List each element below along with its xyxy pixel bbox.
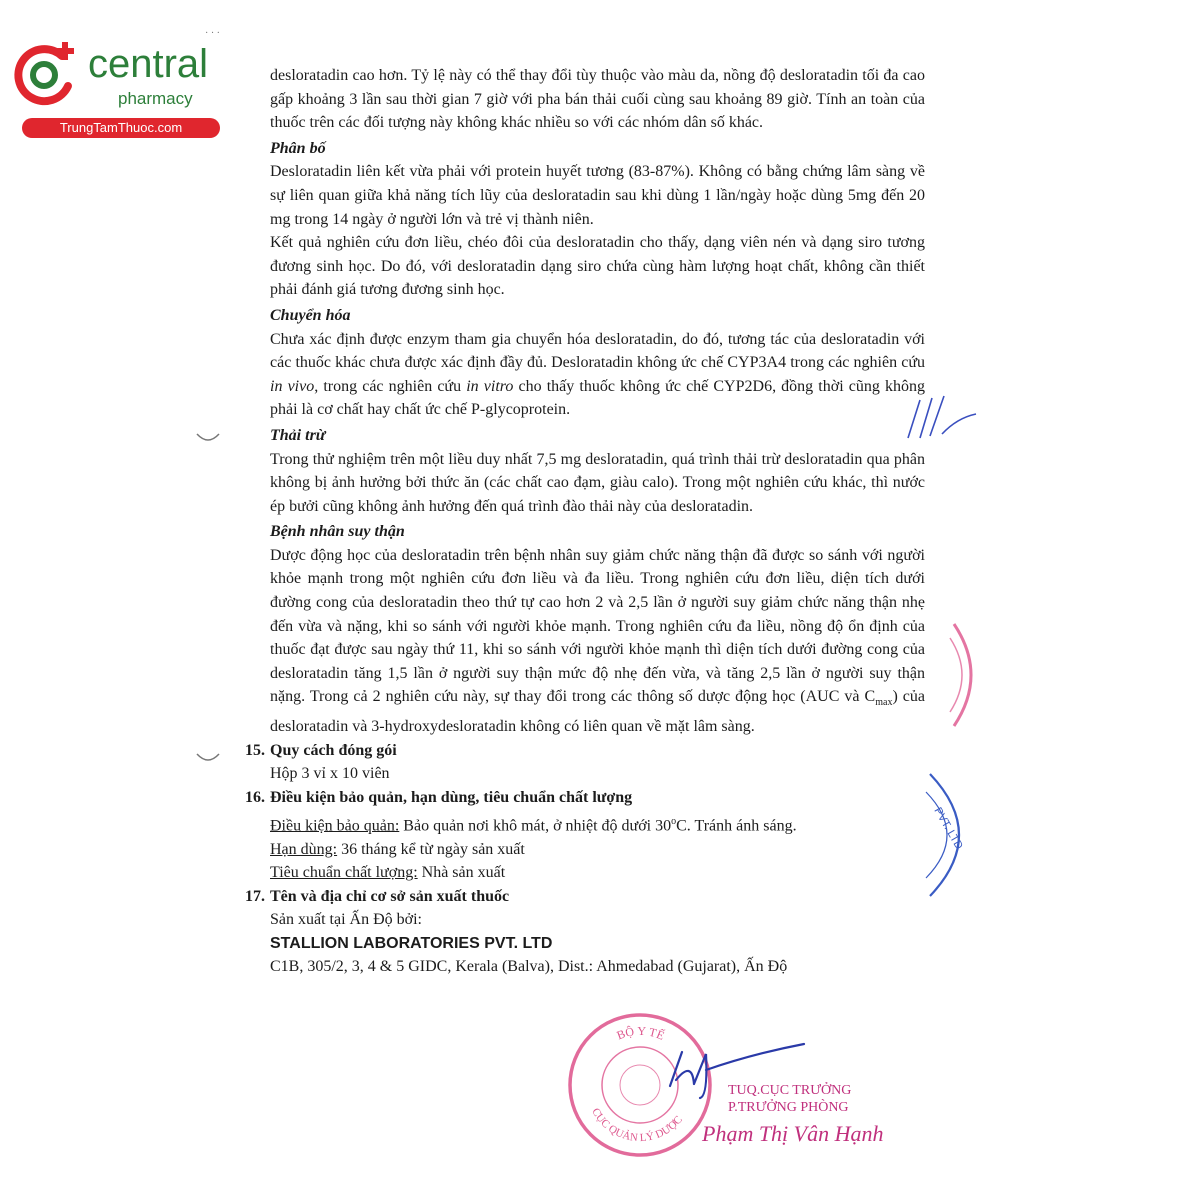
packaging-text: Hộp 3 vỉ x 10 viên	[270, 765, 390, 783]
phan-bo-paragraph-2: Kết quả nghiên cứu đơn liều, chéo đôi của desloratadin cho thấy, dạng viên nén và dạng siro tương đương sinh học. Do đó, với desloratadin dạng siro chứa cùng hàm lượng hoạt chất, không cần thiết phải đánh giá tương đương sinh học.	[270, 234, 925, 299]
section-17-heading	[245, 885, 925, 909]
superscript: o	[671, 815, 677, 827]
text-span: , trong các nghiên cứu	[314, 377, 467, 395]
partial-pink-stamp	[948, 620, 988, 730]
section-number: 15.	[245, 741, 265, 759]
thai-tru-paragraph: Trong thử nghiệm trên một liều duy nhất 7,5 mg desloratadin, quá trình thải trừ desloratadin qua phân không bị ảnh hưởng bởi thức ăn (các chất cao đạm, giàu calo). Trong một nghiên cứu khác, thì nước ép bưởi cũng không ảnh hưởng đến quá trình đào thải này của desloratadin.	[270, 450, 925, 515]
signatory-title-1: TUQ.CỤC TRƯỞNG	[728, 1083, 852, 1098]
italic-term: in vivo	[270, 377, 315, 395]
text-span: Bảo quản nơi khô mát, ở nhiệt độ dưới 30	[399, 816, 672, 834]
section-15-heading	[245, 739, 925, 763]
handwritten-initials-signature	[902, 388, 982, 448]
manufacturer-address: C1B, 305/2, 3, 4 & 5 GIDC, Kerala (Balva), Dist.: Ahmedabad (Gujarat), Ấn Độ	[270, 958, 788, 976]
quality-standard-line	[245, 861, 925, 885]
section-title: Điều kiện bảo quản, hạn dùng, tiêu chuẩn chất lượng	[270, 789, 633, 806]
shelf-life-line	[245, 838, 925, 862]
heading-phan-bo: Phân bố	[270, 139, 326, 157]
stamp-text-top: BỘ Y TẾ	[614, 1023, 667, 1043]
logo-subtitle: pharmacy	[118, 89, 193, 108]
text-span: 36 tháng kể từ ngày sản xuất	[337, 840, 525, 858]
section-number: 16.	[245, 789, 265, 806]
document-body	[245, 64, 925, 979]
signatory-name: Phạm Thị Vân Hạnh	[702, 1121, 884, 1146]
shelf-life-label: Hạn dùng:	[270, 840, 338, 858]
logo-url-badge[interactable]: TrungTamThuoc.com	[22, 118, 220, 138]
intro-paragraph: desloratadin cao hơn. Tỷ lệ này có thể thay đổi tùy thuộc vào màu da, nồng độ desloratadin tối đa cao gấp khoảng 3 lần sau thời gian 7 giờ với pha bán thải cuối cùng sau khoảng 89 giờ. Tính an toàn của thuốc trên các đối tượng này không khác nhiều so với các nhóm dân số khác.	[270, 67, 925, 132]
heading-suy-than: Bệnh nhân suy thận	[270, 523, 405, 541]
italic-term: in vitro	[466, 377, 514, 395]
pharmacy-cross-logo-icon	[10, 38, 82, 110]
section-title: Tên và địa chỉ cơ sở sản xuất thuốc	[270, 887, 510, 905]
suy-than-paragraph	[245, 544, 925, 739]
signature-block	[702, 1082, 884, 1146]
storage-line	[245, 810, 925, 838]
section-number: 17.	[245, 887, 265, 905]
text-span: C. Tránh ánh sáng.	[676, 816, 797, 834]
chuyen-hoa-paragraph	[245, 328, 925, 422]
text-span: Nhà sản xuất	[417, 864, 506, 882]
central-pharmacy-logo	[10, 38, 220, 138]
quality-standard-label: Tiêu chuẩn chất lượng:	[270, 864, 418, 882]
manufacturer-name: STALLION LABORATORIES PVT. LTD	[270, 934, 553, 952]
storage-label: Điều kiện bảo quản:	[270, 816, 400, 834]
logo-title: central	[88, 42, 209, 86]
signatory-title-2: P.TRƯỞNG PHÒNG	[728, 1100, 849, 1115]
blue-stamp-text: PVT. LTD	[931, 805, 965, 852]
text-span: ) của desloratadin và 3-hydroxydesloratadin không có liên quan về mặt lâm sàng.	[270, 688, 926, 736]
heading-thai-tru: Thải trừ	[270, 426, 326, 444]
stamp-text-bottom: CỤC QUẢN LÝ DƯỢC	[589, 1106, 685, 1145]
subscript: max	[875, 697, 893, 709]
heading-chuyen-hoa: Chuyển hóa	[270, 306, 351, 324]
section-title: Quy cách đóng gói	[270, 741, 397, 759]
punch-hole-mark-icon	[196, 752, 220, 764]
text-span: Dược động học của desloratadin trên bệnh nhân suy giảm chức năng thận đã được so sánh với người khỏe mạnh trong một nghiên cứu đơn liều và đa liều. Trong nghiên cứu đơn liều, diện tích dưới đường cong của desloratadin theo thứ tự cao hơn 2 và 2,5 lần ở người suy giảm chức năng thận nhẹ đến vừa và nặng, khi so sánh với người khỏe mạnh. Trong nghiên cứu đa liều, nồng độ ổn định của thuốc đạt được sau ngày thứ 11, khi so sánh với người khỏe mạnh thì diện tích dưới đường cong của desloratadin tăng 1,5 lần ở người suy thận mức độ nhẹ đến vừa, và tăng 2,5 lần ở người suy thận nặng. Trong cả 2 nghiên cứu này, sự thay đổi trong các thông số dược động học (AUC và C	[270, 546, 925, 706]
punch-hole-mark-icon	[196, 432, 220, 444]
scan-speck: · · ·	[205, 28, 220, 39]
phan-bo-paragraph-1: Desloratadin liên kết vừa phải với protein huyết tương (83-87%). Không có bằng chứng lâm sàng về sự liên quan giữa khả năng tích lũy của desloratadin sau khi dùng 1 lần/ngày hoặc dùng 5mg đến 20 mg trong 14 ngày ở người lớn và trẻ vị thành niên.	[270, 163, 925, 228]
section-16-heading	[245, 786, 925, 810]
text-span: Chưa xác định được enzym tham gia chuyển hóa desloratadin, do đó, tương tác của desloratadin với các thuốc khác chưa được xác định đầy đủ. Desloratadin không ức chế CYP3A4 trong các nghiên cứu	[270, 330, 925, 372]
text-span: cho thấy thuốc không ức chế CYP2D6, đồng thời cũng không phải là cơ chất hay chất ức chế P-glycoprotein.	[270, 377, 925, 419]
partial-blue-company-stamp	[922, 770, 982, 900]
made-in-line: Sản xuất tại Ấn Độ bởi:	[270, 911, 422, 929]
